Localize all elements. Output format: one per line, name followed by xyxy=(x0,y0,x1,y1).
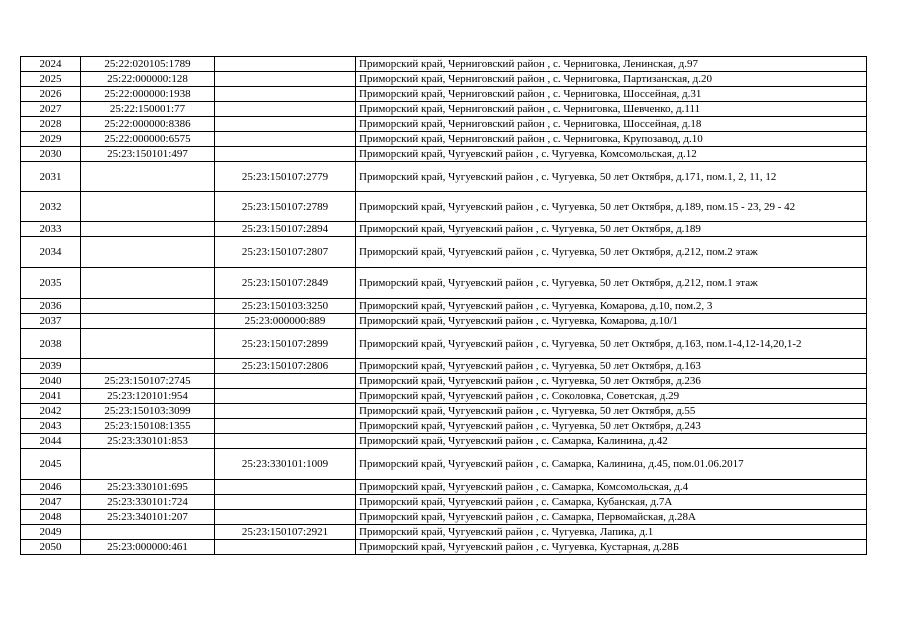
row-number-cell: 2034 xyxy=(21,237,81,268)
row-number-cell: 2041 xyxy=(21,389,81,404)
cadastral-number-cell: 25:23:330101:695 xyxy=(81,480,215,495)
table-row xyxy=(21,117,867,132)
table-row xyxy=(21,192,867,222)
row-number-cell: 2040 xyxy=(21,374,81,389)
cadastral-number-alt-cell xyxy=(215,510,356,525)
cadastral-number-alt-cell xyxy=(215,540,356,555)
row-number-cell: 2042 xyxy=(21,404,81,419)
address-cell: Приморский край, Чугуевский район , с. Чугуевка, Кустарная, д.28Б xyxy=(356,540,867,555)
cadastral-number-alt-cell: 25:23:150107:2806 xyxy=(215,359,356,374)
table-row xyxy=(21,162,867,192)
table-row xyxy=(21,87,867,102)
cadastral-number-alt-cell xyxy=(215,57,356,72)
cadastral-number-cell xyxy=(81,299,215,314)
address-cell: Приморский край, Чугуевский район , с. Чугуевка, Комсомольская, д.12 xyxy=(356,147,867,162)
table-row xyxy=(21,495,867,510)
table-row xyxy=(21,268,867,299)
row-number-cell: 2038 xyxy=(21,329,81,359)
cadastral-number-cell xyxy=(81,222,215,237)
row-number-cell: 2030 xyxy=(21,147,81,162)
cadastral-number-alt-cell: 25:23:150107:2921 xyxy=(215,525,356,540)
address-cell: Приморский край, Чугуевский район , с. Чугуевка, 50 лет Октября, д.243 xyxy=(356,419,867,434)
cadastral-number-cell: 25:23:150108:1355 xyxy=(81,419,215,434)
cadastral-number-cell: 25:23:000000:461 xyxy=(81,540,215,555)
address-cell: Приморский край, Чугуевский район , с. Чугуевка, 50 лет Октября, д.163 xyxy=(356,359,867,374)
cadastral-number-cell: 25:23:150103:3099 xyxy=(81,404,215,419)
row-number-cell: 2045 xyxy=(21,449,81,480)
cadastral-number-alt-cell xyxy=(215,434,356,449)
row-number-cell: 2043 xyxy=(21,419,81,434)
address-cell: Приморский край, Чугуевский район , с. Чугуевка, 50 лет Октября, д.189 xyxy=(356,222,867,237)
cadastral-number-alt-cell: 25:23:330101:1009 xyxy=(215,449,356,480)
row-number-cell: 2036 xyxy=(21,299,81,314)
cadastral-number-cell xyxy=(81,329,215,359)
address-cell: Приморский край, Чугуевский район , с. Чугуевка, 50 лет Октября, д.171, пом.1, 2, 11, 12 xyxy=(356,162,867,192)
cadastral-number-cell xyxy=(81,268,215,299)
table-row xyxy=(21,147,867,162)
table-row xyxy=(21,359,867,374)
cadastral-number-alt-cell xyxy=(215,419,356,434)
cadastral-number-alt-cell: 25:23:150107:2779 xyxy=(215,162,356,192)
table-row xyxy=(21,222,867,237)
address-cell: Приморский край, Чугуевский район , с. Самарка, Комсомольская, д.4 xyxy=(356,480,867,495)
cadastral-number-alt-cell: 25:23:150107:2849 xyxy=(215,268,356,299)
cadastral-number-cell xyxy=(81,449,215,480)
cadastral-number-alt-cell: 25:23:150107:2789 xyxy=(215,192,356,222)
table-row xyxy=(21,57,867,72)
table-row xyxy=(21,102,867,117)
cadastral-number-alt-cell: 25:23:000000:889 xyxy=(215,314,356,329)
address-cell: Приморский край, Черниговский район , с. Черниговка, Крупозавод, д.10 xyxy=(356,132,867,147)
address-cell: Приморский край, Чугуевский район , с. Чугуевка, 50 лет Октября, д.55 xyxy=(356,404,867,419)
address-cell: Приморский край, Чугуевский район , с. Чугуевка, Лапика, д.1 xyxy=(356,525,867,540)
address-cell: Приморский край, Чугуевский район , с. Самарка, Кубанская, д.7А xyxy=(356,495,867,510)
cadastral-number-alt-cell: 25:23:150103:3250 xyxy=(215,299,356,314)
table-row xyxy=(21,404,867,419)
cadastral-number-cell xyxy=(81,359,215,374)
address-cell: Приморский край, Чугуевский район , с. Чугуевка, 50 лет Октября, д.236 xyxy=(356,374,867,389)
row-number-cell: 2035 xyxy=(21,268,81,299)
address-cell: Приморский край, Чугуевский район , с. Чугуевка, 50 лет Октября, д.212, пом.2 этаж xyxy=(356,237,867,268)
cadastral-number-alt-cell xyxy=(215,389,356,404)
address-cell: Приморский край, Черниговский район , с. Черниговка, Партизанская, д.20 xyxy=(356,72,867,87)
cadastral-number-cell xyxy=(81,525,215,540)
cadastral-number-alt-cell xyxy=(215,132,356,147)
address-cell: Приморский край, Чугуевский район , с. Чугуевка, Комарова, д.10, пом.2, 3 xyxy=(356,299,867,314)
row-number-cell: 2029 xyxy=(21,132,81,147)
row-number-cell: 2049 xyxy=(21,525,81,540)
cadastral-number-cell: 25:23:150101:497 xyxy=(81,147,215,162)
cadastral-number-cell xyxy=(81,237,215,268)
address-cell: Приморский край, Чугуевский район , с. Чугуевка, 50 лет Октября, д.212, пом.1 этаж xyxy=(356,268,867,299)
row-number-cell: 2050 xyxy=(21,540,81,555)
address-cell: Приморский край, Чугуевский район , с. Самарка, Калинина, д.45, пом.01.06.2017 xyxy=(356,449,867,480)
cadastral-number-alt-cell xyxy=(215,374,356,389)
row-number-cell: 2033 xyxy=(21,222,81,237)
row-number-cell: 2039 xyxy=(21,359,81,374)
table-row xyxy=(21,510,867,525)
row-number-cell: 2027 xyxy=(21,102,81,117)
row-number-cell: 2025 xyxy=(21,72,81,87)
address-cell: Приморский край, Чугуевский район , с. Самарка, Первомайская, д.28А xyxy=(356,510,867,525)
cadastral-number-alt-cell xyxy=(215,102,356,117)
row-number-cell: 2026 xyxy=(21,87,81,102)
cadastral-number-cell: 25:22:000000:6575 xyxy=(81,132,215,147)
property-table-body xyxy=(21,57,867,555)
table-row xyxy=(21,132,867,147)
cadastral-number-cell: 25:23:120101:954 xyxy=(81,389,215,404)
row-number-cell: 2037 xyxy=(21,314,81,329)
row-number-cell: 2048 xyxy=(21,510,81,525)
address-cell: Приморский край, Чугуевский район , с. Чугуевка, Комарова, д.10/1 xyxy=(356,314,867,329)
table-row xyxy=(21,72,867,87)
cadastral-number-cell xyxy=(81,192,215,222)
table-row xyxy=(21,525,867,540)
table-row xyxy=(21,329,867,359)
cadastral-number-alt-cell xyxy=(215,72,356,87)
table-row xyxy=(21,314,867,329)
row-number-cell: 2028 xyxy=(21,117,81,132)
row-number-cell: 2032 xyxy=(21,192,81,222)
cadastral-number-alt-cell xyxy=(215,147,356,162)
cadastral-number-alt-cell xyxy=(215,404,356,419)
row-number-cell: 2047 xyxy=(21,495,81,510)
cadastral-number-alt-cell xyxy=(215,495,356,510)
cadastral-number-alt-cell xyxy=(215,117,356,132)
cadastral-number-cell: 25:22:000000:8386 xyxy=(81,117,215,132)
property-table xyxy=(20,56,867,555)
row-number-cell: 2046 xyxy=(21,480,81,495)
address-cell: Приморский край, Черниговский район , с. Черниговка, Ленинская, д.97 xyxy=(356,57,867,72)
table-row xyxy=(21,299,867,314)
address-cell: Приморский край, Чугуевский район , с. Соколовка, Советская, д.29 xyxy=(356,389,867,404)
cadastral-number-cell: 25:22:000000:1938 xyxy=(81,87,215,102)
cadastral-number-alt-cell xyxy=(215,87,356,102)
table-row xyxy=(21,419,867,434)
table-row xyxy=(21,237,867,268)
table-row xyxy=(21,449,867,480)
address-cell: Приморский край, Черниговский район , с. Черниговка, Шоссейная, д.31 xyxy=(356,87,867,102)
cadastral-number-cell: 25:23:330101:724 xyxy=(81,495,215,510)
cadastral-number-cell: 25:23:330101:853 xyxy=(81,434,215,449)
address-cell: Приморский край, Чугуевский район , с. Чугуевка, 50 лет Октября, д.189, пом.15 - 23, 29 - 42 xyxy=(356,192,867,222)
cadastral-number-cell: 25:22:000000:128 xyxy=(81,72,215,87)
table-row xyxy=(21,389,867,404)
row-number-cell: 2031 xyxy=(21,162,81,192)
table-row xyxy=(21,480,867,495)
cadastral-number-alt-cell xyxy=(215,480,356,495)
cadastral-number-cell xyxy=(81,314,215,329)
address-cell: Приморский край, Чугуевский район , с. Чугуевка, 50 лет Октября, д.163, пом.1-4,12-14,20,1-2 xyxy=(356,329,867,359)
cadastral-number-cell: 25:22:150001:77 xyxy=(81,102,215,117)
address-cell: Приморский край, Чугуевский район , с. Самарка, Калинина, д.42 xyxy=(356,434,867,449)
cadastral-number-cell: 25:23:340101:207 xyxy=(81,510,215,525)
cadastral-number-alt-cell: 25:23:150107:2899 xyxy=(215,329,356,359)
row-number-cell: 2024 xyxy=(21,57,81,72)
address-cell: Приморский край, Черниговский район , с. Черниговка, Шевченко, д.111 xyxy=(356,102,867,117)
cadastral-number-cell: 25:22:020105:1789 xyxy=(81,57,215,72)
cadastral-number-alt-cell: 25:23:150107:2894 xyxy=(215,222,356,237)
row-number-cell: 2044 xyxy=(21,434,81,449)
table-row xyxy=(21,374,867,389)
cadastral-number-cell xyxy=(81,162,215,192)
cadastral-number-cell: 25:23:150107:2745 xyxy=(81,374,215,389)
table-row xyxy=(21,434,867,449)
table-row xyxy=(21,540,867,555)
cadastral-number-alt-cell: 25:23:150107:2807 xyxy=(215,237,356,268)
address-cell: Приморский край, Черниговский район , с. Черниговка, Шоссейная, д.18 xyxy=(356,117,867,132)
